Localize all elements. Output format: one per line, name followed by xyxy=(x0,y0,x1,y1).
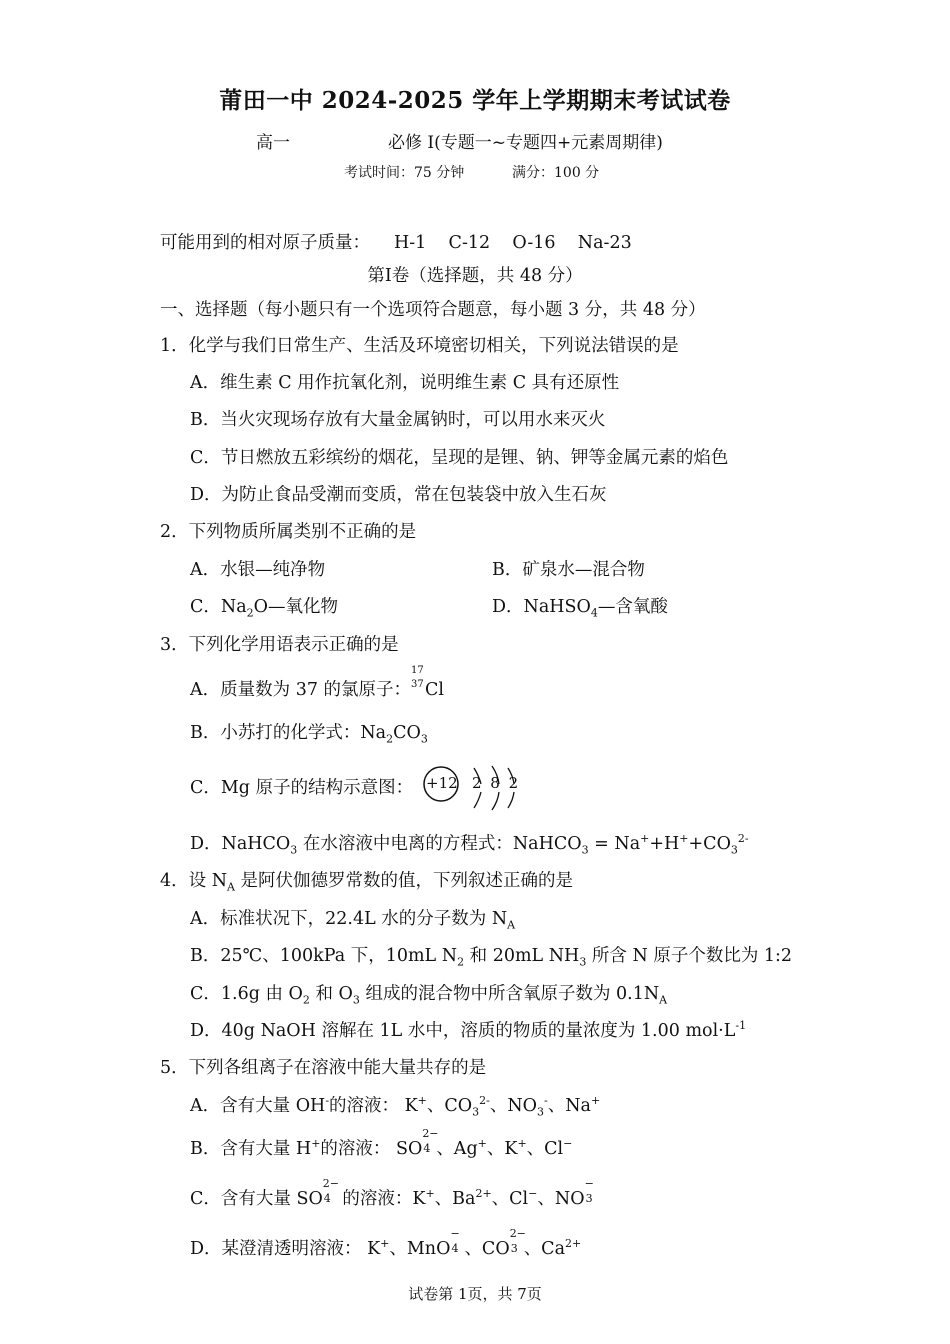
atomic-mass-line xyxy=(160,229,632,254)
q5-option-a: A．含有大量 OH-的溶液： K+、$CO_3^{2-}$、$NO_3^-$、Na+ xyxy=(190,1094,601,1119)
q5-stem: 5．下列各组离子在溶液中能大量共存的是 xyxy=(160,1058,487,1078)
q1-option-a: A．维生素 C 用作抗氧化剂，说明维生素 C 具有还原性 xyxy=(190,373,620,393)
q4-option-d: D．40g NaOH 溶解在 1L 水中，溶质的物质的量浓度为 1.00 $mol\cdot L^{-1}$ xyxy=(190,1019,747,1041)
q4-option-a: A．标准状况下，22.4L 水的分子数为 $N_A$ xyxy=(190,909,516,932)
q1-stem: 1．化学与我们日常生产、生活及环境密切相关，下列说法错误的是 xyxy=(160,336,679,356)
volume-heading: 第Ⅰ卷（选择题，共 48 分） xyxy=(367,266,583,286)
q2-option-d: D．NaHSO$_4$—含氧酸 xyxy=(492,597,668,620)
q4-stem: 4．设 $N_A$ 是阿伏伽德罗常数的值，下列叙述正确的是 xyxy=(160,871,574,894)
atomic-mass-label: 可能用到的相对原子质量： xyxy=(160,233,370,253)
atomic-mass-values: H-1 C-12 O-16 Na-23 xyxy=(394,233,632,253)
q3-stem: 3．下列化学用语表示正确的是 xyxy=(160,635,399,655)
nucleus-charge: +12 xyxy=(426,774,458,792)
q3-option-a: A．质量数为 37 的氯原子： 17 37 Cl xyxy=(190,665,445,700)
electron-shells: 2 8 2 xyxy=(472,774,521,792)
section-heading: 一、选择题（每小题只有一个选项符合题意，每小题 3 分，共 48 分） xyxy=(160,300,706,320)
q5-option-d: D．某澄清透明溶液： K+、MnO − 4 、CO 2− 3 、$Ca^{2+}$ xyxy=(190,1227,582,1259)
q3-option-d: D．NaHCO$_3$ 在水溶液中电离的方程式：NaHCO$_3$ = $Na^++H^++CO_3^{2-}$ xyxy=(190,832,749,857)
q3-option-b: B．小苏打的化学式：$Na_2CO_3$ xyxy=(190,723,428,746)
exam-scope: 必修 Ⅰ(专题一~专题四+元素周期律) xyxy=(388,133,663,153)
q2-stem: 2．下列物质所属类别不正确的是 xyxy=(160,522,417,542)
exam-score: 满分：100 分 xyxy=(512,165,600,181)
q1-option-d: D．为防止食品受潮而变质，常在包装袋中放入生石灰 xyxy=(190,485,607,505)
q5-option-b: B．含有大量 H+的溶液： SO 2− 4 、Ag+、K+、Cl− xyxy=(190,1127,573,1159)
q4-option-c: C．1.6g 由 $O_2$ 和 $O_3$ 组成的混合物中所含氧原子数为 $0.1N_A$ xyxy=(190,984,668,1007)
q4-option-b: B．25℃、100kPa 下，10mL $N_2$ 和 20mL $NH_3$ 所含 N 原子个数比为 1:2 xyxy=(190,946,793,969)
q2-option-a: A．水银—纯净物 xyxy=(190,560,326,580)
q2-option-b: B．矿泉水—混合物 xyxy=(492,560,645,580)
exam-time: 考试时间：75 分钟 xyxy=(344,165,465,181)
q2-option-c: C．$Na_2O—$氧化物 xyxy=(190,597,338,620)
q1-option-b: B．当火灾现场存放有大量金属钠时，可以用水来灭火 xyxy=(190,410,606,430)
page-footer: 试卷第 1页，共 7页 xyxy=(408,1285,542,1303)
q3-option-c: C．Mg 原子的结构示意图： xyxy=(190,778,414,798)
grade-label: 高一 xyxy=(256,133,290,153)
nuclide-notation: 17 37 xyxy=(411,665,424,690)
exam-title: 莆田一中 2024-2025 学年上学期期末考试试卷 xyxy=(219,87,731,114)
mg-atom-structure-diagram xyxy=(422,762,522,822)
q1-option-c: C．节日燃放五彩缤纷的烟花，呈现的是锂、钠、钾等金属元素的焰色 xyxy=(190,448,729,468)
q5-option-c: C．含有大量 SO 2− 4 的溶液：K+、$Ba^{2+}$、Cl−、NO − 3 xyxy=(190,1177,594,1209)
